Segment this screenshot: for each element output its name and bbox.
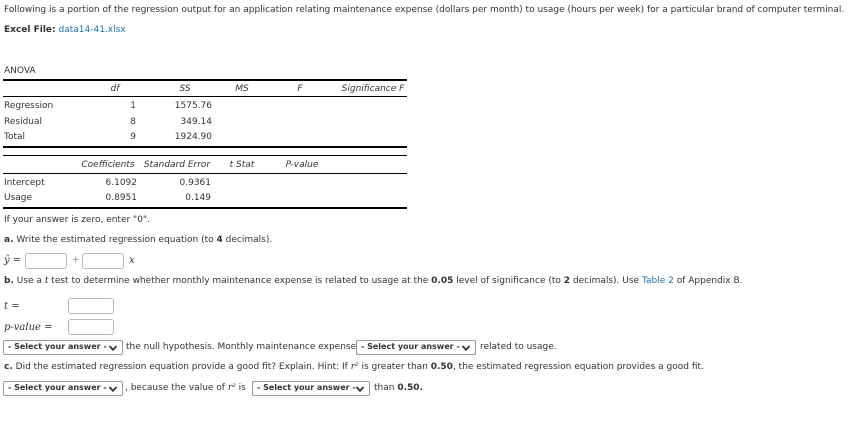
part-a-digits: 4 [216, 235, 223, 245]
part-b-level: 0.05 [431, 276, 454, 286]
p-value-input[interactable] [68, 319, 114, 335]
coef-bottom-rule [3, 207, 407, 209]
coef-row-coef: 6.1092 [105, 178, 137, 188]
good-fit-select[interactable] [3, 381, 123, 396]
coef-header-stderr: Standard Error [143, 160, 211, 170]
part-c-val: 0.50 [430, 362, 453, 372]
part-c-text-1: Did the estimated regression equation provide a good fit? Explain. Hint: If [15, 362, 351, 372]
chevron-down-icon [461, 343, 471, 353]
comparison-select[interactable] [252, 381, 370, 396]
anova-row-df: 8 [130, 117, 136, 127]
anova-header-ms: MS [235, 84, 249, 94]
than-text: than [374, 383, 395, 393]
anova-row-label: Total [4, 132, 26, 142]
hypothesis-text: the null hypothesis. Monthly maintenance expense [126, 342, 357, 352]
part-b-digits: 2 [563, 276, 571, 286]
anova-row-df: 9 [130, 132, 136, 142]
part-b-t: t [44, 276, 49, 286]
part-c-text-3: , the estimated regression equation provides a good fit. [452, 362, 704, 372]
zero-note: If your answer is zero, enter "0". [4, 215, 150, 225]
anova-row-label: Regression [4, 101, 54, 111]
coef-header-rule [3, 173, 407, 174]
anova-row-ss: 1924.90 [174, 132, 212, 142]
anova-top-rule [3, 79, 407, 81]
because-line [125, 383, 246, 393]
part-b-text-3: level of significance (to [453, 276, 564, 286]
anova-row-label: Residual [4, 117, 43, 127]
hypothesis-select[interactable] [3, 340, 123, 355]
coef-row-label: Intercept [4, 178, 45, 188]
excel-file-label: Excel File: [4, 25, 56, 35]
anova-header-f: F [297, 84, 303, 94]
related-text: related to usage. [480, 342, 557, 352]
good-fit-select-value: - Select your answer - [8, 383, 107, 392]
plus-sign: + [72, 255, 80, 265]
anova-title: ANOVA [4, 66, 36, 76]
part-b-text-5: of Appendix B. [673, 276, 743, 286]
coef-header-coefficients: Coefficients [81, 160, 135, 170]
excel-file-line [4, 25, 126, 35]
anova-bottom-rule [3, 146, 407, 148]
relationship-select[interactable] [356, 340, 476, 355]
relationship-select-value: - Select your answer - [361, 342, 460, 351]
part-c-text-2: is greater than [358, 362, 431, 372]
part-c-r2: r² [350, 362, 359, 372]
than-value: 0.50. [397, 383, 423, 393]
part-b-text-1: Use a [16, 276, 45, 286]
chevron-down-icon [355, 384, 365, 394]
hypothesis-select-value: - Select your answer - [8, 342, 107, 351]
anova-header-ss: SS [179, 84, 191, 94]
coef-top-rule [3, 155, 407, 156]
coef-header-pvalue: P-value [285, 160, 319, 170]
coef-row-se: 0.9361 [179, 178, 211, 188]
anova-row-df: 1 [130, 101, 136, 111]
part-b-letter: b. [4, 276, 14, 286]
because-text: , because the value of [125, 383, 228, 393]
intercept-input[interactable] [25, 253, 67, 269]
yhat-label: ŷ = [4, 255, 22, 266]
anova-row-ss: 1575.76 [174, 101, 212, 111]
because-r2: r² [227, 383, 236, 393]
anova-header-sigf: Significance F [341, 84, 405, 94]
anova-row-ss: 349.14 [180, 117, 212, 127]
chevron-down-icon [108, 343, 118, 353]
t-stat-input[interactable] [68, 298, 114, 314]
part-c-question [4, 362, 704, 372]
coef-header-tstat: t Stat [229, 160, 255, 170]
x-variable: x [129, 255, 135, 266]
than-line [374, 383, 423, 393]
table-2-link[interactable]: Table 2 [641, 276, 674, 286]
anova-header-df: df [110, 84, 120, 94]
chevron-down-icon [108, 384, 118, 394]
coef-row-se: 0.149 [185, 193, 211, 203]
t-label: t = [4, 301, 20, 312]
part-a-letter: a. [4, 235, 14, 245]
part-b-text-2: test to determine whether monthly maintenance expense is related to usage at the [48, 276, 432, 286]
part-a-text: Write the estimated regression equation (to [16, 235, 217, 245]
slope-input[interactable] [82, 253, 124, 269]
comparison-select-value: - Select your answer - [257, 383, 356, 392]
anova-header-rule [3, 96, 407, 97]
excel-file-link[interactable]: data14-41.xlsx [58, 25, 126, 35]
coef-row-coef: 0.8951 [105, 193, 137, 203]
coef-row-label: Usage [4, 193, 33, 203]
part-b-text-4: decimals). Use [570, 276, 642, 286]
part-a-text-post: decimals). [222, 235, 273, 245]
p-value-label: p-value = [4, 322, 53, 333]
part-b-question [4, 276, 743, 286]
part-a-question [4, 235, 272, 245]
intro-text: Following is a portion of the regression output for an application relating maintenance expense (dollars per month) to usage (hours per week) for a particular brand of computer terminal. [4, 5, 845, 15]
is-text: is [235, 383, 246, 393]
part-c-letter: c. [4, 362, 13, 372]
